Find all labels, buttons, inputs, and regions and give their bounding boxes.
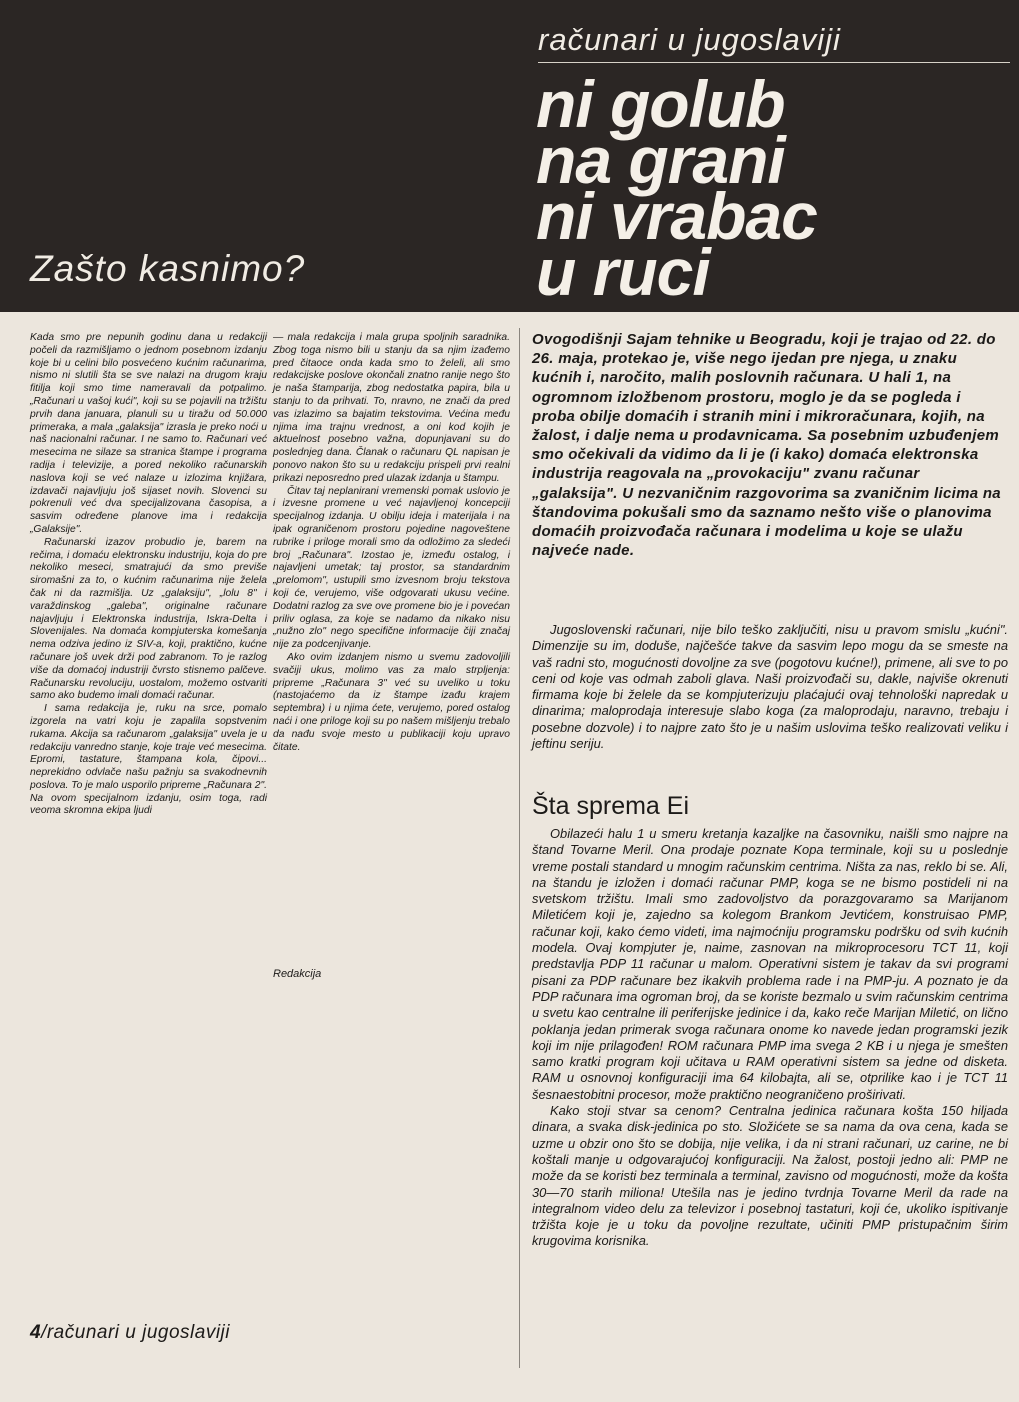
sidebar-paragraph: Računarski izazov probudio je, barem na rečima, i domaću elektronsku industriju, koja do pre nekoliko meseci, smatrajući da smo previše siromašni za to, o kućnim računarima nije želela čak ni da razmišlja. Uz „galaksiju", „lolu 8" i varaždinskog „galeba", originalne računare najavljuju i Elektronska industrija, Iskra-Delta i Slovenijales. Na domaća kompjuterska komešanja nema odziva jedino iz SIV-a, koji, praktično, kućne računare još uvek drži pod zabranom. To je razlog više da domaćoj industriji čvrsto stisnemo palčeve. Računarsku revoluciju, uostalom, možemo ostvariti samo ako budemo imali domaći računar. <box>30 536 267 702</box>
sidebar-paragraph: — mala redakcija i mala grupa spoljnih saradnika. Zbog toga nismo bili u stanju da sa njim izađemo pred čitaoce onda kada smo to želeli, ali smo redakcijske poslove okončali znatno ranije nego što je naša štamparija, zbog nedostatka papira, bila u stanju to da prihvati. To, nravno, ne znači da pred vas izlazimo sa bajatim tekstovima. Većina među njima ima trajnu vrednost, a oni kod kojih je aktuelnost posebno važna, dopunjavani su do poslednjeg dana. Članak o računaru QL napisan je ponovo nakon što su u redakciju prispeli prvi realni prikazi neposredno pred ulazak izdanja u štampu. <box>273 332 510 484</box>
article-paragraph: Jugoslovenski računari, nije bilo teško zaključiti, nisu u pravom smislu „kućni". Dimenzije su im, doduše, najčešće takve da sasvim lepo mogu da se smeste na vaš radni sto, mogućnosti dovoljne za sve (pogotovu kućne!), primene, ali sve to po ceni od koje vas odmah zaboli glava. Naši proizvođači su, dakle, najviše okrenuti firmama koje bi želele da se kompjuterizuju plaćajući ovaj tehnološki napredak u dinarima; maloprodaja interesuje slabo koga (za maloprodaju, naravno, trebaju i posebne dozvole) i to najpre zato što je u našim uslovima teško realizovati veliku i jeftinu seriju. <box>532 622 1008 752</box>
sidebar-paragraph: I sama redakcija je, ruku na srce, pomalo izgorela na vatri koju je zapalila sopstvenim rukama. Akcija sa računarom „galaksija" uvela je u redakciju vanredno stanje, koje traje već mesecima. Epromi, tastature, štampana kola, čipovi... neprekidno odvlače našu pažnju sa svakodnevnih poslova. To je malo usporilo pripreme „Računara 2". Na ovom specijalnom izdanju, osim toga, radi veoma skromna ekipa ljudi <box>30 703 267 817</box>
headline <box>536 67 1006 309</box>
title-rule <box>538 62 1010 63</box>
sidebar-title: Zašto kasnimo? <box>30 248 306 289</box>
sidebar-paragraph: Ako ovim izdanjem nismo u svemu zadovoljili svačiji ukus, molimo vas za malo strpljenja: pripreme „Računara 3" već su uveliko u toku (nastojaćemo da iz štampe izađu krajem septembra) i u njima ćete, verujemo, pored ostalog naći i one priloge koji su po našem mišljenju trebalo da nađu svoje mesto u publikaciji koju upravo čitate. <box>273 651 510 753</box>
article-paragraph: Obilazeći halu 1 u smeru kretanja kazaljke na časovniku, naišli smo najpre na štand Tovarne Meril. Ona prodaje poznate Kopa terminale, koji su u poslednje vreme postali standard u mnogim računskim centrima. Ništa za nas, reklo bi se. Ali, na štandu je izložen i domaći računar PMP, koga se ne bismo postideli ni na svetskom tržištu. Imali smo zadovoljstvo da porazgovaramo sa Marijanom Miletićem koji je, zajedno sa kolegom Brankom Jevtićem, konstruisao PMP, računar koji, kako ćemo videti, ima najmoćniju programsku podršku od svih kućnih modela. Ovaj kompjuter je, naime, zasnovan na mikroprocesoru TCT 11, koji predstavlja PDP 11 računar u malom. Operativni sistem je takav da svi programi pisani za PDP računare bez ikakvih problema rade i na PMP-ju. A poznato je da PDP računara ima ogroman broj, da se koriste bezmalo u svim računskim centrima u svetu kao centralne ili periferijske jedinice i da, kako reče Marijan Miletić, on lično poklanja jedan primerak svoga računara onome ko navede jedan programski jezik koji im nije prilagođen! ROM računara PMP ima svega 2 KB i u njega je smešten samo kratki program koji učitava u RAM operativni sistem sa jedne od disketa. RAM u osnovnoj konfiguraciji ima 64 kilobajta, ali se, otprilike kao i je TCT 11 šesnaestobitni procesor, može praktično neograničeno proširivati. <box>532 826 1008 1102</box>
article-lead: Ovogodišnji Sajam tehnike u Beogradu, koji je trajao od 22. do 26. maja, protekao je, više nego ijedan pre njega, u znaku kućnih i, naročito, malih poslovnih računara. U hali 1, na ogromnom izložbenom prostoru, moglo je da se pogleda i proba obilje domaćih i stranih mini i mikroračunara, kojih, na žalost, i dalje nema u prodavnicama. Sa posebnim uzbuđenjem smo očekivali da vidimo da li je (i kako) domaća elektronska industrija reagovala na „provokaciju" zvanu računar „galaksija". U nezvaničnim razgovorima sa zvaničnim licima na štandovima pokušali smo da saznamo nešto više o planovima domaćih proizvođača računara i modelima u koje se ulažu najveće nade. <box>532 331 1001 560</box>
headline-line-4: u ruci <box>536 235 710 309</box>
footer-section: /računari u jugoslaviji <box>41 1322 230 1343</box>
article-paragraph: Kako stoji stvar sa cenom? Centralna jedinica računara košta 150 hiljada dinara, a svaka disk-jedinica po sto. Složićete se sa nama da ova cena, kada se uzme u obzir ono što se dobija, nije velika, i da ni strani računari, uz carine, ne bi koštali manje u odgovarajućoj konfiguraciji. Na žalost, postoji jedno ali: PMP ne može da se koristi bez terminala a terminal, zavisno od mogućnosti, može da košta 30—70 starih miliona! Utešila nas je jedino tvrdnja Tovarne Meril da rade na integralnom video delu za televizor i posebnoj tastaturi, koji će, ukoliko ispitivanje tržišta koje je u toku da povoljne rezultate, učiniti PMP pristupačnim širim krugovima korisnika. <box>532 1103 1008 1249</box>
sidebar-signature: Redakcija <box>273 968 322 980</box>
page-footer <box>30 1322 230 1344</box>
article-body <box>532 826 1008 1250</box>
article-subhead: Šta sprema Ei <box>532 792 690 820</box>
headline-line-2: na grani <box>536 123 785 197</box>
headline-line-3: ni vrabac <box>536 179 817 253</box>
page-number: 4 <box>30 1322 42 1343</box>
column-divider <box>519 328 520 1368</box>
section-title: računari u jugoslaviji <box>538 22 841 57</box>
sidebar-column-1 <box>30 332 267 818</box>
article-intro <box>532 622 1008 752</box>
sidebar-paragraph: Čitav taj neplanirani vremenski pomak uslovio je i izvesne promene u već najavljenoj koncepciji specijalnog izdanja. U obilju ideja i materijala i na ipak ograničenom prostoru pojedine nagoveštene rubrike i priloge morali smo da odložimo za sledeći broj „Računara". Izostao je, između ostalog, i najavljeni umetak; taj prostor, sa standardnim „prelomom", ustupili smo izvesnom broju tekstova koji će, verujemo, više odgovarati ukusu većine. Dodatni razlog za sve ove promene bio je i povećan priliv oglasa, za koje se nadamo da nikako nisu „nužno zlo" nego specifične informacije čiji značaj nije za podcenjivanje. <box>273 485 510 651</box>
headline-line-1: ni golub <box>536 67 785 141</box>
sidebar-column-2 <box>273 332 510 754</box>
sidebar-paragraph: Kada smo pre nepunih godinu dana u redakciji počeli da razmišljamo o jednom posebnom izdanju koje bi u celini bilo posvećeno kućnim računarima, nismo ni slutili šta se sve nalazi na drugom kraju fitilja koji smo time nameravali da potpalimo. „Računari u vašoj kući", koji su se pojavili na tržištu prvih dana januara, planuli su u tiražu od 50.000 primeraka, a mala „galaksija" izrasla je preko noći u naš nacionalni računar. I ne samo to. Računari već mesecima ne silaze sa stranica štampe i programa radija i televizije, a pored nekoliko računarskih naslova koji se već nalaze u izlozima knjižara, izdavači najavljuju još sijaset novih. Slovenci su pokrenuli već dva specijalizovana časopisa, a sasvim određene planove ima i redakcija „Galaksije". <box>30 332 267 535</box>
